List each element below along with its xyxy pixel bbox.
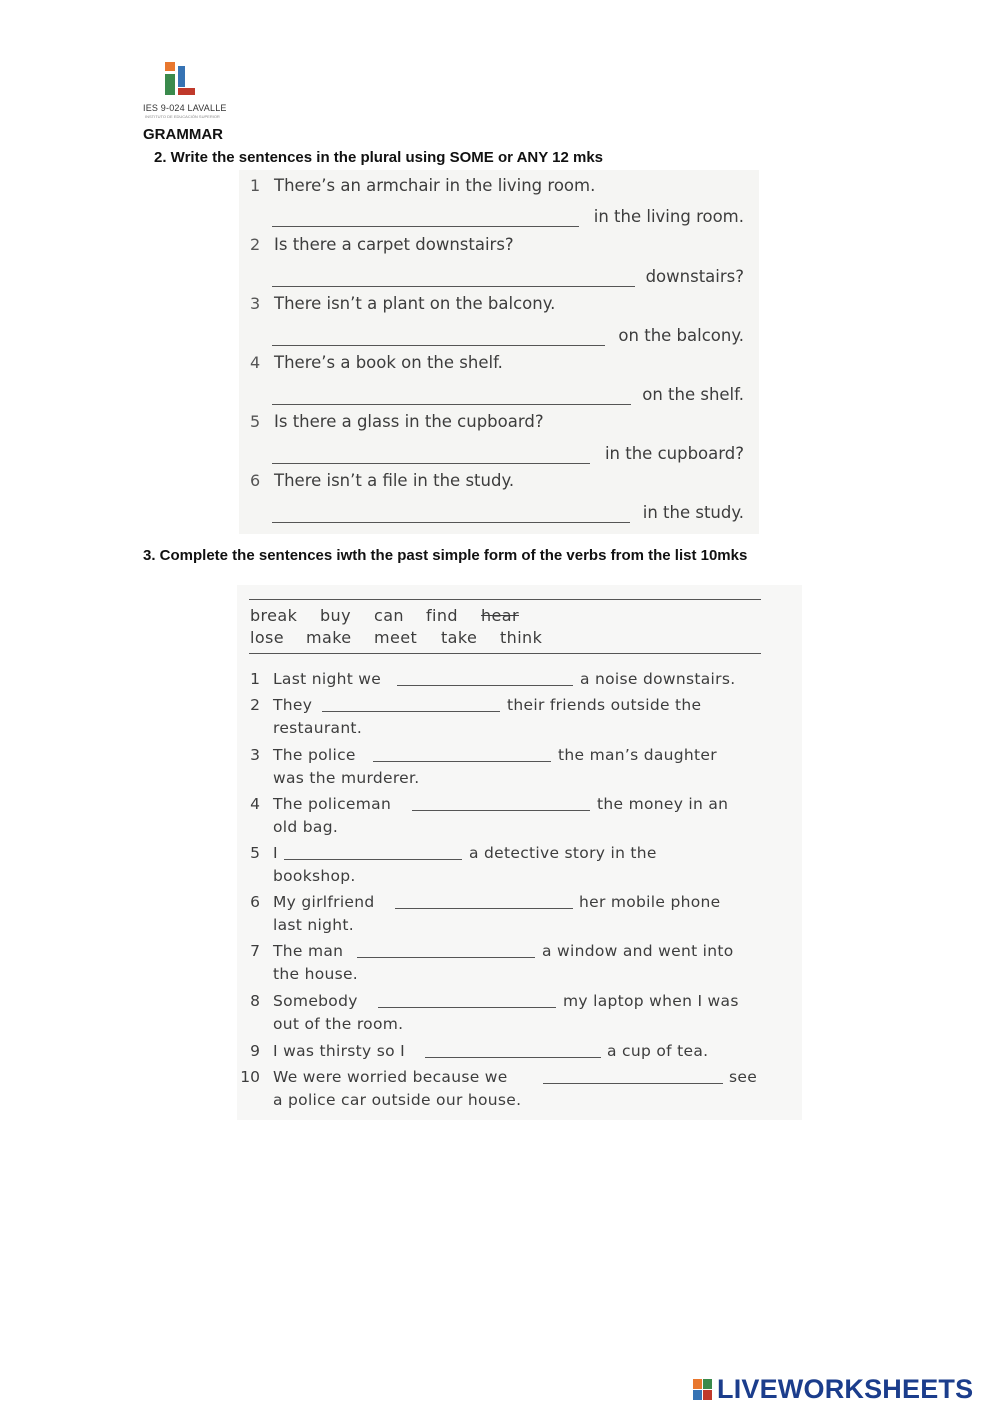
item-text-after: their friends outside the xyxy=(507,696,702,714)
item-sentence: There isn’t a plant on the balcony. xyxy=(274,294,556,313)
word-bank-item: break xyxy=(250,606,298,625)
item-number: 5 xyxy=(250,844,260,862)
word-bank-item: meet xyxy=(374,628,418,647)
item-sentence: There’s an armchair in the living room. xyxy=(274,176,596,195)
item-text-continuation: was the murderer. xyxy=(273,769,420,787)
item-text-after: a detective story in the xyxy=(469,844,657,862)
item-number: 1 xyxy=(250,670,260,688)
item-number: 2 xyxy=(250,235,261,254)
item-text-before: I was thirsty so I xyxy=(273,1042,405,1060)
school-logo xyxy=(143,60,233,120)
word-bank-item-used: hear xyxy=(481,606,519,625)
word-bank-item: make xyxy=(306,628,352,647)
item-ending: on the shelf. xyxy=(642,385,744,404)
school-name: IES 9-024 LAVALLE xyxy=(143,103,227,113)
brand-name: LIVEWORKSHEETS xyxy=(717,1374,974,1404)
item-text-after: a noise downstairs. xyxy=(580,670,736,688)
item-text-continuation: out of the room. xyxy=(273,1015,404,1033)
item-number: 5 xyxy=(250,412,261,431)
item-text-continuation: restaurant. xyxy=(273,719,363,737)
item-number: 6 xyxy=(250,893,260,911)
exercise3-box xyxy=(237,585,802,1120)
word-bank-item: think xyxy=(500,628,543,647)
word-bank-item: lose xyxy=(250,628,285,647)
school-subtitle: INSTITUTO DE EDUCACIÓN SUPERIOR xyxy=(145,114,220,119)
item-number: 6 xyxy=(250,471,261,490)
answer-blank[interactable] xyxy=(373,761,551,762)
item-text-before: The policeman xyxy=(273,795,392,813)
word-bank-top-rule xyxy=(249,599,761,600)
item-text-before: They xyxy=(273,696,313,714)
answer-blank[interactable] xyxy=(357,957,535,958)
word-bank-bottom-rule xyxy=(249,653,761,654)
item-number: 2 xyxy=(250,696,260,714)
exercise3-heading: 3. Complete the sentences iwth the past simple form of the verbs from the list 10mks xyxy=(143,547,748,564)
answer-blank[interactable] xyxy=(543,1083,723,1084)
section-title: GRAMMAR xyxy=(143,126,223,143)
liveworksheets-icon xyxy=(693,1379,713,1401)
item-number: 1 xyxy=(250,176,261,195)
item-text-after: a window and went into xyxy=(542,942,734,960)
item-number: 10 xyxy=(240,1068,260,1086)
item-text-after: the money in an xyxy=(597,795,729,813)
item-ending: downstairs? xyxy=(645,267,744,286)
item-text-continuation: last night. xyxy=(273,916,354,934)
item-text-after: see xyxy=(729,1068,758,1086)
item-ending: in the living room. xyxy=(593,207,744,226)
item-number: 4 xyxy=(250,795,260,813)
item-sentence: Is there a glass in the cupboard? xyxy=(274,412,544,431)
item-sentence: Is there a carpet downstairs? xyxy=(274,235,514,254)
answer-blank[interactable] xyxy=(395,908,573,909)
answer-blank[interactable] xyxy=(397,685,573,686)
word-bank-item: buy xyxy=(320,606,351,625)
item-text-continuation: the house. xyxy=(273,965,359,983)
item-ending: in the cupboard? xyxy=(604,444,744,463)
item-text-before: I xyxy=(273,844,278,862)
item-sentence: There isn’t a file in the study. xyxy=(274,471,515,490)
item-text-before: My girlfriend xyxy=(273,893,375,911)
item-text-before: Last night we xyxy=(273,670,382,688)
answer-blank[interactable] xyxy=(272,404,631,405)
word-bank-item: find xyxy=(426,606,458,625)
answer-blank[interactable] xyxy=(322,711,500,712)
answer-blank[interactable] xyxy=(284,859,462,860)
answer-blank[interactable] xyxy=(272,522,630,523)
item-number: 8 xyxy=(250,992,260,1010)
item-text-after: the man’s daughter xyxy=(558,746,717,764)
answer-blank[interactable] xyxy=(412,810,590,811)
word-bank-item: take xyxy=(441,628,478,647)
item-text-after: a cup of tea. xyxy=(607,1042,709,1060)
exercise2-box xyxy=(239,170,759,534)
answer-blank[interactable] xyxy=(272,345,605,346)
item-text-continuation: old bag. xyxy=(273,818,339,836)
item-text-before: We were worried because we xyxy=(273,1068,508,1086)
item-text-after: my laptop when I was xyxy=(563,992,739,1010)
item-sentence: There’s a book on the shelf. xyxy=(274,353,503,372)
word-bank-item: can xyxy=(374,606,404,625)
item-ending: on the balcony. xyxy=(618,326,744,345)
item-text-after: her mobile phone xyxy=(579,893,721,911)
answer-blank[interactable] xyxy=(272,463,590,464)
item-text-before: The man xyxy=(273,942,344,960)
item-text-continuation: a police car outside our house. xyxy=(273,1091,522,1109)
item-text-before: The police xyxy=(273,746,356,764)
item-text-continuation: bookshop. xyxy=(273,867,356,885)
item-number: 4 xyxy=(250,353,261,372)
liveworksheets-brand xyxy=(693,1374,993,1408)
item-number: 7 xyxy=(250,942,260,960)
item-number: 9 xyxy=(250,1042,260,1060)
item-number: 3 xyxy=(250,294,261,313)
answer-blank[interactable] xyxy=(272,286,635,287)
school-logo-icon xyxy=(165,62,195,96)
item-ending: in the study. xyxy=(642,503,744,522)
answer-blank[interactable] xyxy=(378,1007,556,1008)
answer-blank[interactable] xyxy=(272,226,579,227)
answer-blank[interactable] xyxy=(425,1057,601,1058)
item-number: 3 xyxy=(250,746,260,764)
item-text-before: Somebody xyxy=(273,992,358,1010)
exercise2-heading: 2. Write the sentences in the plural using SOME or ANY 12 mks xyxy=(154,149,604,166)
